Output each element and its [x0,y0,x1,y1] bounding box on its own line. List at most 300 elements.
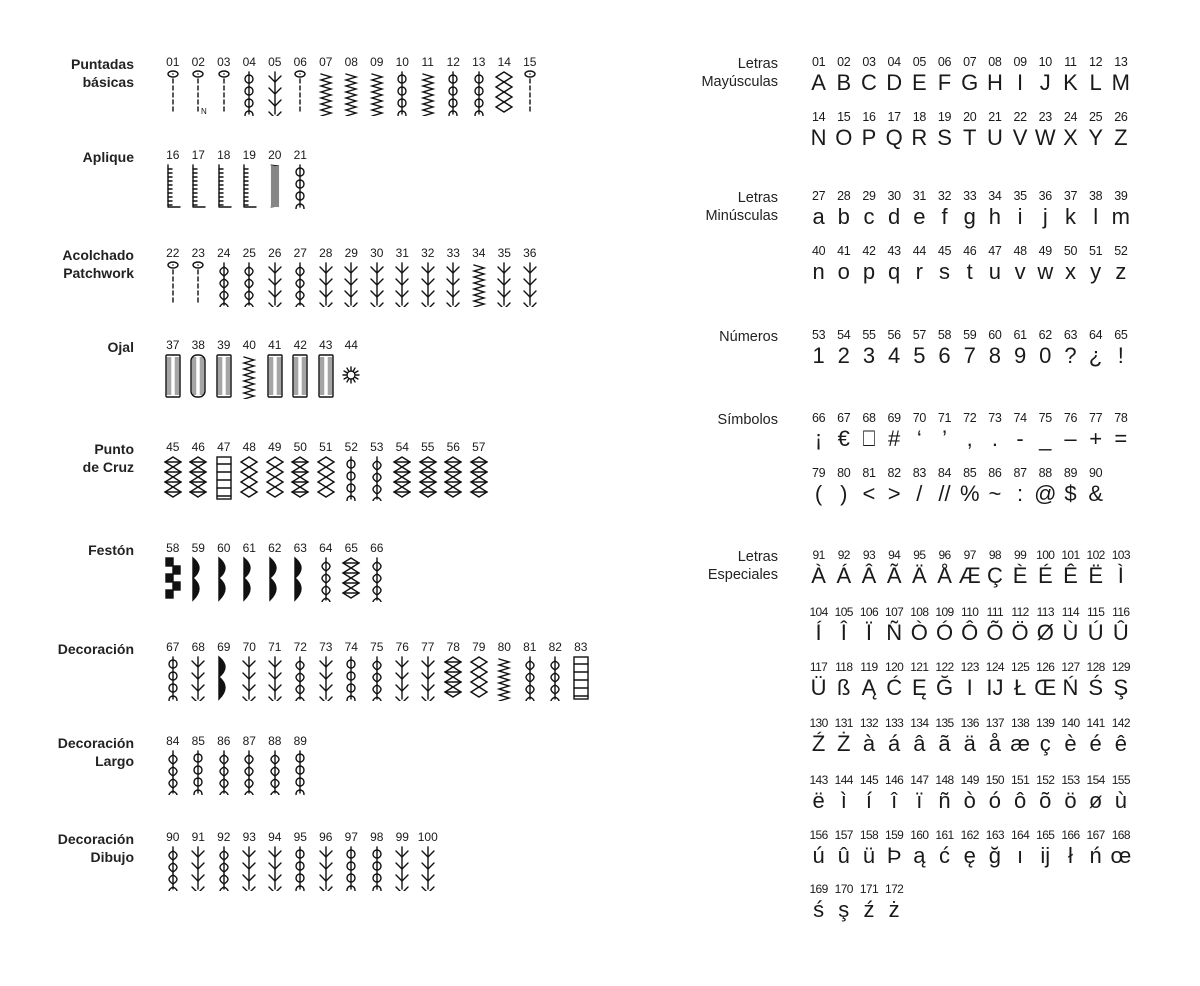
character-item[interactable] [932,466,957,508]
stitch-item[interactable] [211,734,237,795]
stitch-item[interactable] [160,640,186,701]
character-item[interactable] [932,411,957,453]
stitch-item[interactable] [441,440,467,501]
character-item[interactable] [856,411,881,453]
character-item[interactable] [1008,828,1033,870]
character-item[interactable] [982,110,1007,152]
stitch-item[interactable] [339,440,365,501]
stitch-item[interactable] [466,55,492,116]
character-item[interactable] [1033,466,1058,508]
stitch-item[interactable] [390,55,416,116]
character-item[interactable] [1108,244,1133,286]
character-item[interactable] [882,548,907,590]
character-item[interactable] [907,244,932,286]
character-item[interactable] [856,716,881,758]
character-item[interactable] [982,411,1007,453]
character-item[interactable] [1058,605,1083,647]
character-item[interactable] [907,328,932,370]
character-glyph: i [1017,204,1023,229]
character-item[interactable] [831,605,856,647]
stitch-item[interactable] [262,734,288,795]
stitch-item[interactable] [364,541,390,602]
character-item[interactable] [1033,605,1058,647]
character-item[interactable] [957,773,982,815]
character-item[interactable] [831,882,856,924]
character-item[interactable] [806,716,831,758]
character-item[interactable] [806,466,831,508]
character-item[interactable] [907,773,932,815]
stitch-number: 21 [293,148,307,162]
character-item[interactable] [882,882,907,924]
stitch-item[interactable] [339,830,365,891]
character-item[interactable] [1008,411,1033,453]
character-item[interactable] [932,244,957,286]
stitch-item[interactable] [415,246,441,307]
stitch-item[interactable] [186,734,212,795]
character-item[interactable] [882,605,907,647]
stitch-item[interactable] [339,246,365,307]
character-item[interactable] [856,828,881,870]
character-item[interactable] [831,328,856,370]
character-item[interactable] [1008,548,1033,590]
character-number: 41 [837,244,851,258]
character-item[interactable] [1033,189,1058,231]
stitch-item[interactable] [211,830,237,891]
stitch-item[interactable] [415,830,441,891]
character-number: 66 [811,411,826,425]
stitch-item[interactable] [364,246,390,307]
character-number: 59 [963,328,977,342]
stitch-item[interactable] [313,640,339,701]
stitch-item[interactable] [262,541,288,602]
character-item[interactable] [882,716,907,758]
character-item[interactable] [1108,55,1133,97]
character-item[interactable] [957,55,982,97]
character-item[interactable] [1008,55,1033,97]
stitch-item[interactable] [288,338,314,399]
stitch-item[interactable] [288,148,314,209]
stitch-item[interactable] [237,148,263,209]
character-item[interactable] [806,882,831,924]
character-item[interactable] [882,110,907,152]
character-glyph: Ø [1036,620,1054,645]
stitch-item[interactable] [313,440,339,501]
character-item[interactable] [1083,828,1108,870]
character-item[interactable] [856,110,881,152]
character-item[interactable] [856,548,881,590]
character-item[interactable] [982,605,1007,647]
stitch-item[interactable] [492,55,518,116]
character-item[interactable] [806,328,831,370]
stitch-item[interactable] [288,246,314,307]
character-item[interactable] [1083,716,1108,758]
character-item[interactable] [1083,189,1108,231]
character-item[interactable] [882,660,907,702]
character-item[interactable] [907,605,932,647]
character-item[interactable] [982,55,1007,97]
character-item[interactable] [831,244,856,286]
stitch-item[interactable] [262,830,288,891]
character-item[interactable] [1008,110,1033,152]
character-item[interactable] [856,605,881,647]
character-item[interactable] [1108,411,1133,453]
character-item[interactable] [932,773,957,815]
stitch-item[interactable] [364,440,390,501]
character-item[interactable] [806,110,831,152]
character-item[interactable] [1008,244,1033,286]
character-item[interactable] [806,548,831,590]
character-item[interactable] [831,660,856,702]
character-item[interactable] [1083,548,1108,590]
stitch-item[interactable] [160,246,186,307]
character-item[interactable] [957,828,982,870]
stitch-item[interactable] [211,338,237,399]
stitch-item[interactable] [313,830,339,891]
character-item[interactable] [932,189,957,231]
stitch-item[interactable] [415,440,441,501]
stitch-item[interactable] [441,55,467,116]
stitch-item[interactable] [211,640,237,701]
character-item[interactable] [1083,411,1108,453]
stitch-item[interactable] [288,830,314,891]
character-glyph: : [1017,481,1024,506]
character-item[interactable] [831,189,856,231]
stitch-item[interactable] [186,55,212,116]
character-item[interactable] [831,773,856,815]
character-item[interactable] [1033,244,1058,286]
stitch-item[interactable] [517,640,543,701]
stitch-number: 69 [217,640,231,654]
stitch-item[interactable] [262,640,288,701]
character-item[interactable] [957,244,982,286]
stitch-item[interactable] [517,246,543,307]
stitch-item[interactable] [262,148,288,209]
character-item[interactable] [1058,244,1083,286]
character-item[interactable] [1033,110,1058,152]
character-item[interactable] [932,110,957,152]
character-item[interactable] [1108,773,1133,815]
stitch-item[interactable] [237,541,263,602]
character-item[interactable] [1033,660,1058,702]
stitch-item[interactable] [492,640,518,701]
character-item[interactable] [907,716,932,758]
character-item[interactable] [957,466,982,508]
character-item[interactable] [1058,189,1083,231]
character-item[interactable] [982,660,1007,702]
character-item[interactable] [1033,828,1058,870]
stitch-item[interactable] [339,541,365,602]
stitch-item[interactable] [262,55,288,116]
character-item[interactable] [882,828,907,870]
stitch-item[interactable] [441,640,467,701]
character-item[interactable] [882,466,907,508]
arc-tick-icon [366,455,388,501]
character-item[interactable] [831,716,856,758]
character-item[interactable] [982,189,1007,231]
character-item[interactable] [932,605,957,647]
stitch-item[interactable] [364,55,390,116]
character-item[interactable] [907,548,932,590]
character-item[interactable] [907,110,932,152]
character-number: 08 [988,55,1002,69]
character-item[interactable] [806,244,831,286]
character-item[interactable] [882,55,907,97]
stitch-item[interactable] [313,55,339,116]
character-item[interactable] [1083,55,1108,97]
character-item[interactable] [982,828,1007,870]
character-item[interactable] [1058,110,1083,152]
character-item[interactable] [932,55,957,97]
character-item[interactable] [882,411,907,453]
stitch-item[interactable] [186,148,212,209]
character-item[interactable] [1033,716,1058,758]
stitch-item[interactable] [186,830,212,891]
stitch-item[interactable] [160,541,186,602]
stitch-item[interactable] [237,640,263,701]
character-item[interactable] [831,466,856,508]
character-glyph: @ [1034,481,1057,506]
stitch-item[interactable] [390,640,416,701]
character-item[interactable] [856,466,881,508]
character-item[interactable] [1033,548,1058,590]
character-item[interactable] [1033,773,1058,815]
stitch-item[interactable] [186,541,212,602]
stitch-item[interactable] [237,830,263,891]
character-item[interactable] [1033,328,1058,370]
character-item[interactable] [831,828,856,870]
character-item[interactable] [907,411,932,453]
character-item[interactable] [1108,828,1133,870]
character-item[interactable] [1108,660,1133,702]
character-item[interactable] [1058,466,1083,508]
stitch-item[interactable] [237,55,263,116]
character-number: 13 [1114,55,1128,69]
stitch-number: 30 [370,246,384,260]
character-item[interactable] [806,828,831,870]
stitch-item[interactable] [288,541,314,602]
character-item[interactable] [1008,605,1033,647]
stitch-item[interactable] [339,640,365,701]
character-item[interactable] [831,110,856,152]
character-item[interactable] [1108,189,1133,231]
character-number: 156 [809,828,828,842]
stitch-item[interactable] [262,338,288,399]
character-item[interactable] [1108,548,1133,590]
character-glyph: ı [1017,843,1024,868]
character-item[interactable] [957,548,982,590]
stitch-item[interactable] [364,830,390,891]
character-item[interactable] [957,328,982,370]
character-item[interactable] [957,189,982,231]
stitch-item[interactable] [415,640,441,701]
character-item[interactable] [856,882,881,924]
character-item[interactable] [1058,411,1083,453]
character-item[interactable] [831,55,856,97]
stitch-item[interactable] [339,55,365,116]
character-item[interactable] [1083,328,1108,370]
stitch-item[interactable] [262,246,288,307]
character-item[interactable] [856,660,881,702]
character-item[interactable] [907,828,932,870]
character-item[interactable] [856,773,881,815]
character-item[interactable] [907,55,932,97]
stitch-item[interactable] [466,440,492,501]
character-item[interactable] [882,244,907,286]
character-item[interactable] [856,244,881,286]
stitch-item[interactable] [186,640,212,701]
character-item[interactable] [932,328,957,370]
character-item[interactable] [1008,716,1033,758]
character-number: 07 [963,55,977,69]
character-item[interactable] [957,716,982,758]
character-item[interactable] [1058,828,1083,870]
stitch-item[interactable] [313,246,339,307]
stitch-item[interactable] [186,440,212,501]
character-item[interactable] [932,828,957,870]
stitch-item[interactable] [390,440,416,501]
character-item[interactable] [831,411,856,453]
stitch-item[interactable] [466,246,492,307]
character-item[interactable] [1008,660,1033,702]
character-item[interactable] [1008,773,1033,815]
character-item[interactable] [1108,328,1133,370]
stitch-item[interactable] [313,541,339,602]
character-item[interactable] [1058,716,1083,758]
stitch-item[interactable] [211,440,237,501]
stitch-item[interactable] [160,55,186,116]
character-item[interactable] [1108,716,1133,758]
character-item[interactable] [957,110,982,152]
character-item[interactable] [1058,773,1083,815]
stitch-item[interactable] [288,640,314,701]
stitch-item[interactable] [288,734,314,795]
stitch-item[interactable] [313,338,339,399]
character-item[interactable] [982,773,1007,815]
character-item[interactable] [882,328,907,370]
character-item[interactable] [982,716,1007,758]
character-item[interactable] [957,660,982,702]
stitch-item[interactable] [390,246,416,307]
stitch-item[interactable] [160,440,186,501]
character-item[interactable] [932,660,957,702]
stitch-item[interactable] [390,830,416,891]
character-item[interactable] [806,411,831,453]
character-item[interactable] [1008,189,1033,231]
character-item[interactable] [882,189,907,231]
character-item[interactable] [1083,773,1108,815]
character-item[interactable] [856,189,881,231]
character-glyph: Ê [1063,563,1078,588]
character-item[interactable] [932,548,957,590]
character-item[interactable] [907,466,932,508]
character-item[interactable] [907,189,932,231]
character-item[interactable] [1083,110,1108,152]
character-number: 91 [812,548,825,562]
character-glyph: Æ [958,563,981,588]
stipple-curl-icon [264,261,286,307]
character-item[interactable] [982,466,1007,508]
stitch-item[interactable] [288,55,314,116]
character-item[interactable] [831,548,856,590]
stitch-item[interactable] [237,440,263,501]
character-number: 34 [988,189,1002,203]
character-item[interactable] [1033,55,1058,97]
character-item[interactable] [1083,660,1108,702]
stitch-item[interactable] [492,246,518,307]
character-item[interactable] [806,55,831,97]
character-item[interactable] [882,773,907,815]
character-item[interactable] [856,328,881,370]
character-item[interactable] [982,328,1007,370]
character-item[interactable] [1083,244,1108,286]
character-glyph: Í [815,620,822,645]
stitch-item[interactable] [186,246,212,307]
stitch-item[interactable] [441,246,467,307]
stitch-item[interactable] [415,55,441,116]
character-number: 75 [1038,411,1052,425]
stitch-item[interactable] [543,640,569,701]
character-item[interactable] [907,660,932,702]
character-item[interactable] [806,189,831,231]
stitch-item[interactable] [237,246,263,307]
character-item[interactable] [1108,110,1133,152]
stitch-item[interactable] [211,246,237,307]
character-item[interactable] [1008,328,1033,370]
character-item[interactable] [982,548,1007,590]
stitch-item[interactable] [160,830,186,891]
stitch-item[interactable] [160,338,186,399]
character-item[interactable] [806,773,831,815]
character-item[interactable] [806,605,831,647]
stitch-item[interactable] [364,640,390,701]
character-item[interactable] [1058,660,1083,702]
character-item[interactable] [1033,411,1058,453]
stitch-item[interactable] [186,338,212,399]
character-item[interactable] [1108,605,1133,647]
stitch-item[interactable] [339,338,365,399]
character-item[interactable] [856,55,881,97]
character-item[interactable] [1058,55,1083,97]
character-item[interactable] [1083,466,1108,508]
character-item[interactable] [932,716,957,758]
stitch-item[interactable] [288,440,314,501]
stitch-item[interactable] [466,640,492,701]
vine-icon [340,655,362,701]
character-item[interactable] [1008,466,1033,508]
stitch-item[interactable] [237,338,263,399]
stitch-item[interactable] [211,55,237,116]
character-item[interactable] [1058,328,1083,370]
character-item[interactable] [982,244,1007,286]
stitch-item[interactable] [568,640,594,701]
character-glyph: ß [837,675,851,700]
stitch-item[interactable] [262,440,288,501]
character-item[interactable] [957,605,982,647]
character-number: 32 [937,189,952,203]
stitch-item[interactable] [160,148,186,209]
character-item[interactable] [806,660,831,702]
character-item[interactable] [957,411,982,453]
character-item[interactable] [1083,605,1108,647]
stitch-item[interactable] [160,734,186,795]
character-row [806,605,1133,647]
character-item[interactable] [1058,548,1083,590]
stitch-item[interactable] [237,734,263,795]
category-label: Acolchado Patchwork [62,247,134,281]
stitch-item[interactable] [211,541,237,602]
stitch-item[interactable] [517,55,543,116]
stitch-item[interactable] [211,148,237,209]
